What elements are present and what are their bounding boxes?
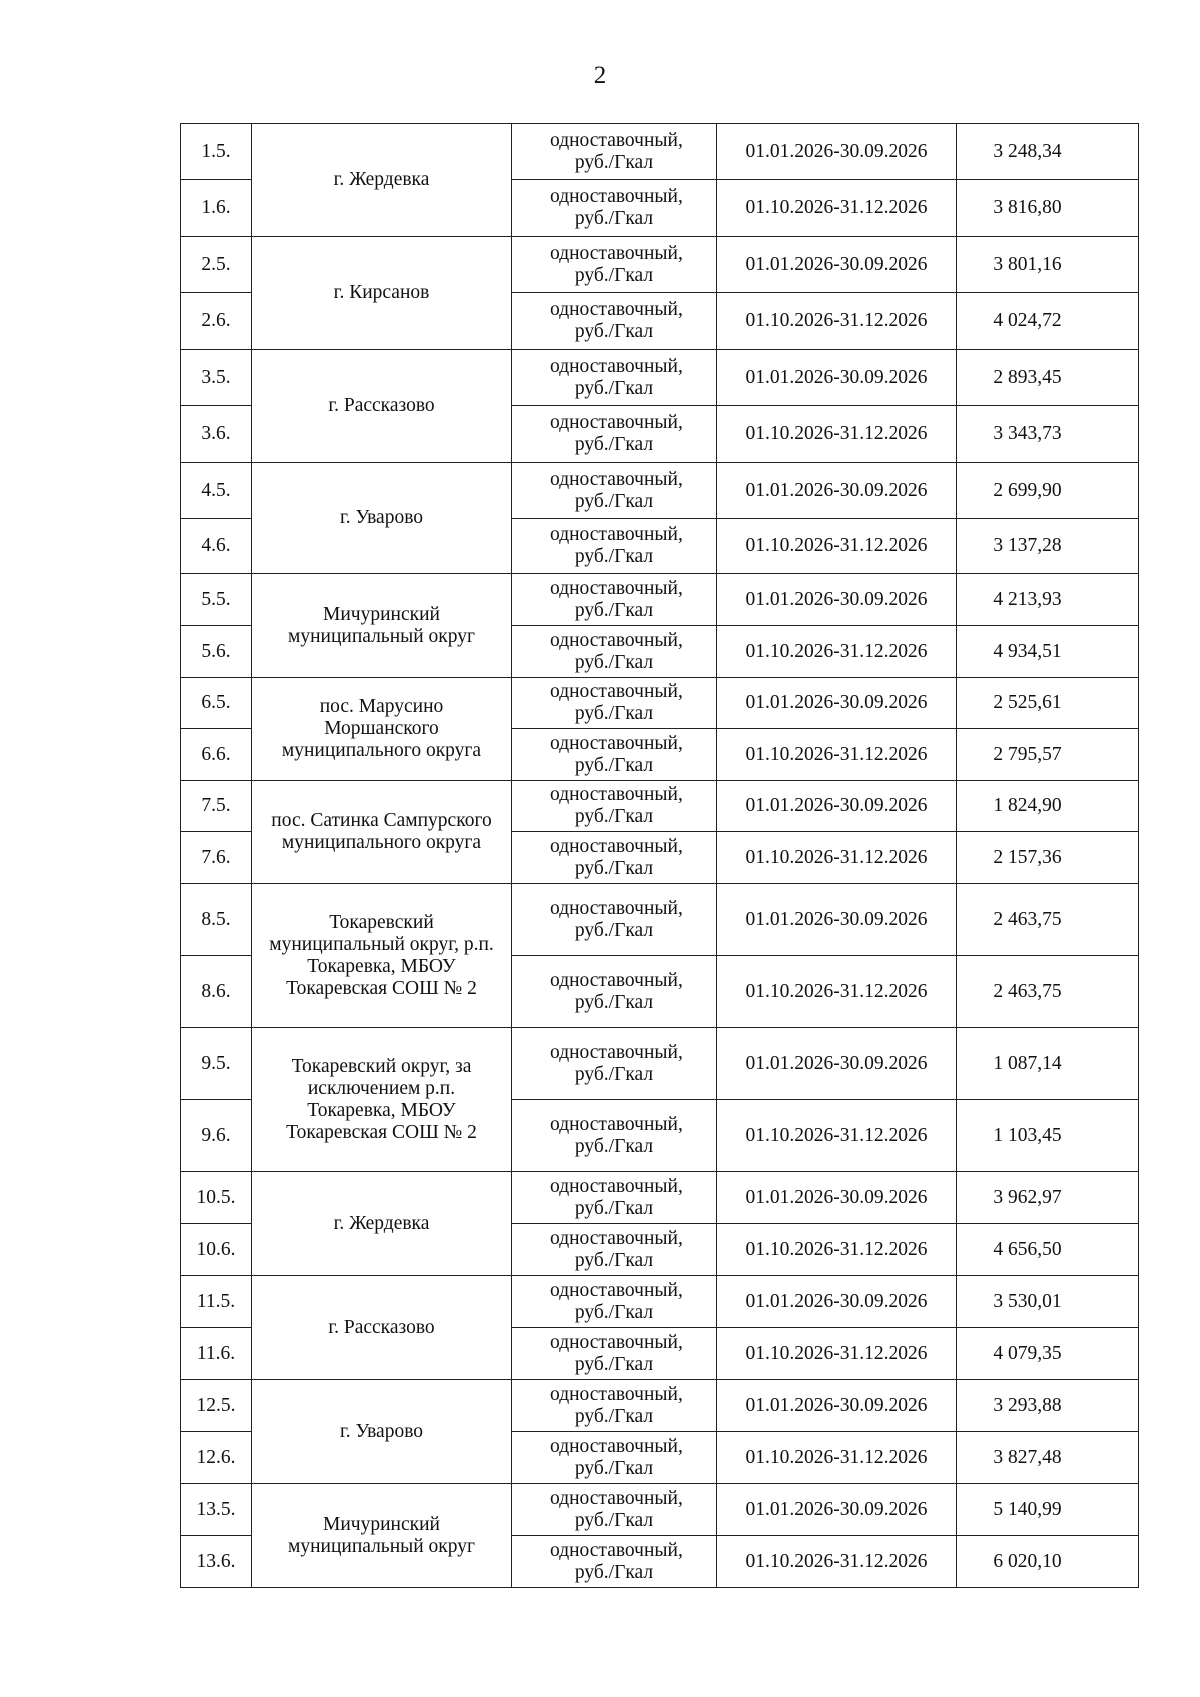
tariff-type: одноставочный, руб./Гкал [512,237,717,293]
tariff-type: одноставочный, руб./Гкал [512,1028,717,1100]
period: 01.01.2026-30.09.2026 [717,124,957,180]
table-row [181,124,1139,180]
tariff-value: 1 103,45 [957,1100,1139,1172]
tariff-value: 5 140,99 [957,1484,1139,1536]
tariff-value: 2 893,45 [957,350,1139,406]
area-name: г. Кирсанов [252,237,512,350]
row-number: 8.6. [181,956,252,1028]
row-number: 3.5. [181,350,252,406]
row-number: 11.5. [181,1276,252,1328]
row-number: 3.6. [181,406,252,463]
row-number: 12.5. [181,1380,252,1432]
row-number: 9.6. [181,1100,252,1172]
tariff-type: одноставочный, руб./Гкал [512,956,717,1028]
row-number: 2.6. [181,293,252,350]
row-number: 2.5. [181,237,252,293]
tariff-value: 3 530,01 [957,1276,1139,1328]
period: 01.10.2026-31.12.2026 [717,519,957,574]
tariff-type: одноставочный, руб./Гкал [512,1172,717,1224]
tariff-value: 2 463,75 [957,884,1139,956]
tariff-type: одноставочный, руб./Гкал [512,1380,717,1432]
row-number: 10.6. [181,1224,252,1276]
tariff-type: одноставочный, руб./Гкал [512,884,717,956]
row-number: 13.5. [181,1484,252,1536]
tariff-type: одноставочный, руб./Гкал [512,781,717,832]
period: 01.10.2026-31.12.2026 [717,626,957,678]
period: 01.01.2026-30.09.2026 [717,463,957,519]
tariff-type: одноставочный, руб./Гкал [512,1536,717,1588]
tariff-type: одноставочный, руб./Гкал [512,406,717,463]
period: 01.01.2026-30.09.2026 [717,678,957,729]
tariff-value: 3 962,97 [957,1172,1139,1224]
tariff-type: одноставочный, руб./Гкал [512,574,717,626]
tariff-type: одноставочный, руб./Гкал [512,832,717,884]
period: 01.01.2026-30.09.2026 [717,781,957,832]
period: 01.10.2026-31.12.2026 [717,406,957,463]
area-name: г. Уварово [252,1380,512,1484]
tariff-type: одноставочный, руб./Гкал [512,1224,717,1276]
tariff-value: 2 525,61 [957,678,1139,729]
tariff-type: одноставочный, руб./Гкал [512,1276,717,1328]
tariff-value: 1 824,90 [957,781,1139,832]
tariff-value: 2 795,57 [957,729,1139,781]
table-row [181,574,1139,626]
tariff-value: 3 248,34 [957,124,1139,180]
tariff-value: 4 934,51 [957,626,1139,678]
page-number: 2 [593,62,607,89]
period: 01.01.2026-30.09.2026 [717,1028,957,1100]
row-number: 11.6. [181,1328,252,1380]
tariff-type: одноставочный, руб./Гкал [512,293,717,350]
tariff-type: одноставочный, руб./Гкал [512,729,717,781]
area-name: г. Уварово [252,463,512,574]
table-row [181,1484,1139,1536]
row-number: 6.5. [181,678,252,729]
table-row [181,884,1139,956]
area-name: Токаревский округ, за исключением р.п. Токаревка, МБОУ Токаревская СОШ № 2 [252,1028,512,1172]
period: 01.01.2026-30.09.2026 [717,1276,957,1328]
period: 01.10.2026-31.12.2026 [717,180,957,237]
period: 01.10.2026-31.12.2026 [717,1536,957,1588]
row-number: 1.5. [181,124,252,180]
tariff-value: 3 293,88 [957,1380,1139,1432]
table-row [181,1028,1139,1100]
area-name: пос. Марусино Моршанского муниципального округа [252,678,512,781]
period: 01.01.2026-30.09.2026 [717,574,957,626]
row-number: 4.6. [181,519,252,574]
period: 01.01.2026-30.09.2026 [717,884,957,956]
row-number: 5.6. [181,626,252,678]
row-number: 1.6. [181,180,252,237]
period: 01.10.2026-31.12.2026 [717,832,957,884]
area-name: Токаревский муниципальный округ, р.п. Токаревка, МБОУ Токаревская СОШ № 2 [252,884,512,1028]
row-number: 7.6. [181,832,252,884]
area-name: г. Жердевка [252,1172,512,1276]
row-number: 6.6. [181,729,252,781]
tariff-value: 3 343,73 [957,406,1139,463]
row-number: 12.6. [181,1432,252,1484]
tariff-value: 4 213,93 [957,574,1139,626]
period: 01.01.2026-30.09.2026 [717,1172,957,1224]
tariff-value: 2 157,36 [957,832,1139,884]
row-number: 4.5. [181,463,252,519]
period: 01.01.2026-30.09.2026 [717,1484,957,1536]
period: 01.10.2026-31.12.2026 [717,729,957,781]
table-row [181,1276,1139,1328]
tariff-type: одноставочный, руб./Гкал [512,350,717,406]
table-row [181,781,1139,832]
period: 01.10.2026-31.12.2026 [717,1328,957,1380]
period: 01.10.2026-31.12.2026 [717,956,957,1028]
tariff-value: 1 087,14 [957,1028,1139,1100]
tariff-table [180,123,1139,1588]
row-number: 5.5. [181,574,252,626]
tariff-value: 2 463,75 [957,956,1139,1028]
tariff-table-body [181,124,1139,1588]
tariff-value: 3 801,16 [957,237,1139,293]
period: 01.01.2026-30.09.2026 [717,1380,957,1432]
tariff-value: 3 137,28 [957,519,1139,574]
tariff-type: одноставочный, руб./Гкал [512,1328,717,1380]
table-row [181,1380,1139,1432]
area-name: пос. Сатинка Сампурского муниципального округа [252,781,512,884]
tariff-value: 3 816,80 [957,180,1139,237]
area-name: Мичуринский муниципальный округ [252,1484,512,1588]
area-name: г. Жердевка [252,124,512,237]
period: 01.10.2026-31.12.2026 [717,1432,957,1484]
tariff-type: одноставочный, руб./Гкал [512,1100,717,1172]
table-row [181,237,1139,293]
period: 01.01.2026-30.09.2026 [717,237,957,293]
area-name: Мичуринский муниципальный округ [252,574,512,678]
tariff-value: 2 699,90 [957,463,1139,519]
row-number: 10.5. [181,1172,252,1224]
table-row [181,1172,1139,1224]
period: 01.10.2026-31.12.2026 [717,1224,957,1276]
area-name: г. Рассказово [252,350,512,463]
tariff-value: 6 020,10 [957,1536,1139,1588]
tariff-type: одноставочный, руб./Гкал [512,1432,717,1484]
period: 01.01.2026-30.09.2026 [717,350,957,406]
table-row [181,463,1139,519]
tariff-type: одноставочный, руб./Гкал [512,626,717,678]
table-row [181,678,1139,729]
tariff-type: одноставочный, руб./Гкал [512,463,717,519]
row-number: 8.5. [181,884,252,956]
tariff-type: одноставочный, руб./Гкал [512,1484,717,1536]
period: 01.10.2026-31.12.2026 [717,293,957,350]
tariff-value: 4 079,35 [957,1328,1139,1380]
tariff-type: одноставочный, руб./Гкал [512,124,717,180]
tariff-value: 4 024,72 [957,293,1139,350]
table-row [181,350,1139,406]
tariff-type: одноставочный, руб./Гкал [512,180,717,237]
tariff-type: одноставочный, руб./Гкал [512,678,717,729]
row-number: 9.5. [181,1028,252,1100]
tariff-value: 3 827,48 [957,1432,1139,1484]
row-number: 13.6. [181,1536,252,1588]
area-name: г. Рассказово [252,1276,512,1380]
period: 01.10.2026-31.12.2026 [717,1100,957,1172]
row-number: 7.5. [181,781,252,832]
tariff-value: 4 656,50 [957,1224,1139,1276]
tariff-type: одноставочный, руб./Гкал [512,519,717,574]
